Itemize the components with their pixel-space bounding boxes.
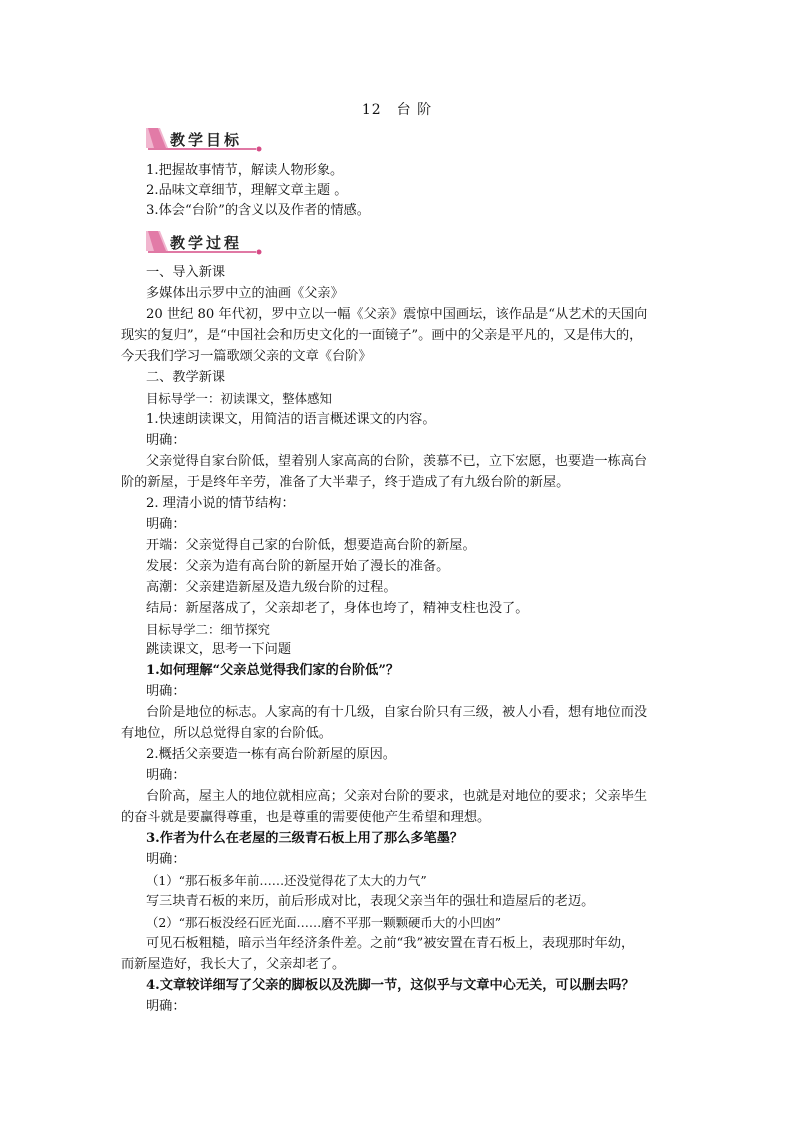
body-line: 可见石板粗糙，暗示当年经济条件差。之前“我”被安置在青石板上，表现那时年幼， [146, 936, 635, 951]
body-line: 二、教学新课 [146, 370, 226, 385]
body-line: 明确： [146, 433, 186, 448]
body-line: 阶的新屋，于是终年辛劳，准备了大半辈子，终于造成了有九级台阶的新屋。 [121, 475, 570, 490]
body-line: 今天我们学习一篇歌颂父亲的文章《台阶》 [121, 349, 372, 364]
section-heading-goals [146, 126, 266, 152]
goal-item: 2.品味文章细节，理解文章主题 。 [146, 183, 348, 198]
body-line: 1.快速朗读课文，用简洁的语言概述课文的内容。 [146, 412, 436, 427]
body-line: 现实的复归”，是“中国社会和历史文化的一面镜子”。画中的父亲是平凡的，又是伟大的， [121, 328, 643, 343]
body-line: 有地位，所以总觉得自家的台阶低。 [121, 726, 332, 741]
quote-line: （2）“那石板没经石匠光面……磨不平那一颗颗硬币大的小凹凼” [146, 915, 502, 930]
body-line: 的奋斗就是要赢得尊重，也是尊重的需要使他产生希望和理想。 [121, 810, 491, 825]
body-line: 一、导入新课 [146, 265, 226, 280]
page-title: 12 台 阶 [361, 102, 433, 118]
quote-line: （1）“那石板多年前……还没觉得花了太大的力气” [146, 873, 427, 888]
body-line: 20 世纪 80 年代初，罗中立以一幅《父亲》震惊中国画坛，该作品是“从艺术的天国向 [146, 307, 648, 322]
body-line: 发展：父亲为造有高台阶的新屋开始了漫长的准备。 [146, 559, 450, 574]
body-line: 2. 理清小说的情节结构： [146, 496, 295, 511]
section-heading-label: 教学目标 [170, 131, 243, 149]
body-line: 台阶高，屋主人的地位就相应高；父亲对台阶的要求，也就是对地位的要求；父亲毕生 [146, 789, 648, 804]
goal-item: 3.体会“台阶”的含义以及作者的情感。 [146, 203, 370, 218]
goal-item: 1.把握故事情节，解读人物形象。 [146, 163, 344, 178]
question-line: 1.如何理解“父亲总觉得我们家的台阶低”？ [146, 663, 400, 678]
body-line: 明确： [146, 684, 186, 699]
body-line: 台阶是地位的标志。人家高的有十几级，自家台阶只有三级，被人小看，想有地位而没 [146, 705, 648, 720]
body-line: 明确： [146, 768, 186, 783]
body-line: 跳读课文，思考一下问题 [146, 642, 292, 657]
section-heading-label: 教学过程 [170, 234, 243, 252]
body-line: 明确： [146, 999, 186, 1014]
body-line: 高潮：父亲建造新屋及造九级台阶的过程。 [146, 580, 397, 595]
question-line: 4.文章较详细写了父亲的脚板以及洗脚一节，这似乎与文章中心无关，可以删去吗？ [146, 978, 635, 993]
body-line: 2.概括父亲要造一栋有高台阶新屋的原因。 [146, 747, 396, 762]
subheading: 目标导学二：细节探究 [146, 622, 270, 637]
subheading: 目标导学一：初读课文，整体感知 [146, 391, 332, 406]
question-line: 3.作者为什么在老屋的三级青石板上用了那么多笔墨？ [146, 831, 464, 846]
body-line: 写三块青石板的来历，前后形成对比，表现父亲当年的强壮和造屋后的老迈。 [146, 894, 595, 909]
body-line: 而新屋造好，我长大了，父亲却老了。 [121, 957, 346, 972]
body-line: 父亲觉得自家台阶低，望着别人家高高的台阶，羡慕不已，立下宏愿，也要造一栋高台 [146, 454, 648, 469]
body-line: 多媒体出示罗中立的油画《父亲》 [146, 286, 344, 301]
body-line: 结局：新屋落成了，父亲却老了，身体也垮了，精神支柱也没了。 [146, 601, 529, 616]
body-line: 明确： [146, 517, 186, 532]
body-line: 明确： [146, 852, 186, 867]
body-line: 开端：父亲觉得自己家的台阶低，想要造高台阶的新屋。 [146, 538, 476, 553]
section-heading-process [146, 229, 266, 255]
